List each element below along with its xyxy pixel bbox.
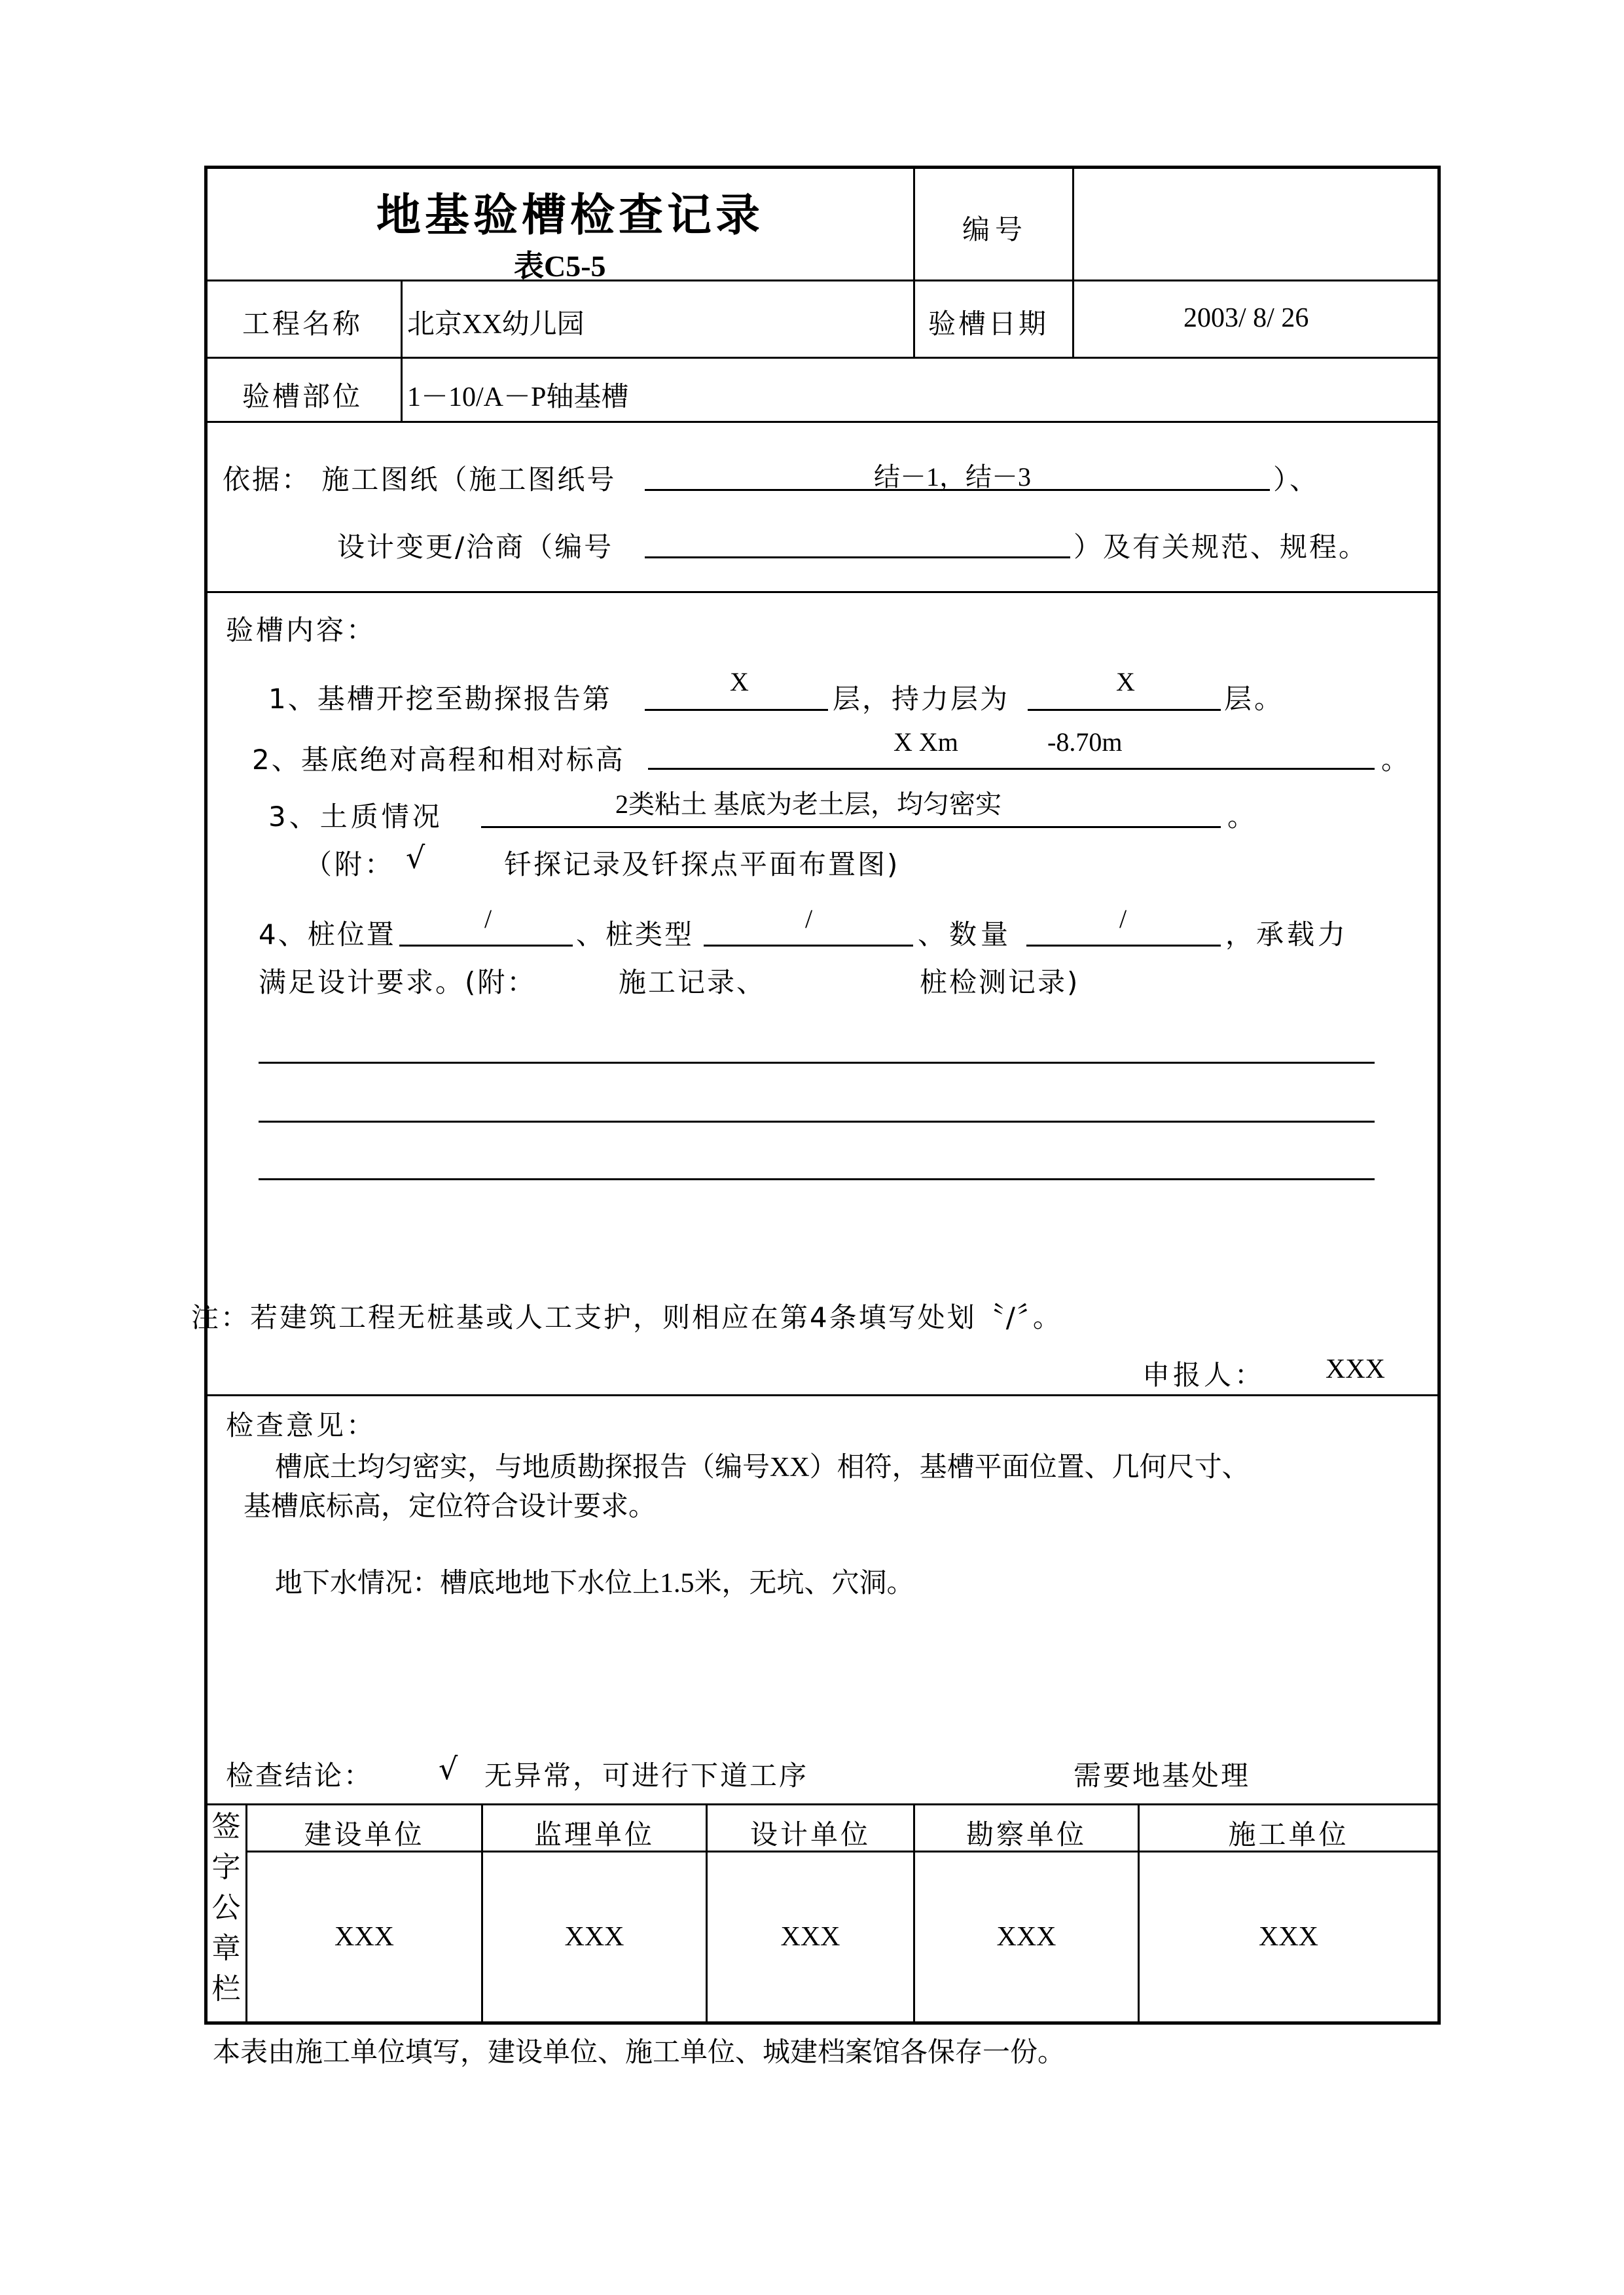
item1-bearing-underline: [1028, 709, 1221, 711]
form-code: 表C5-5: [514, 249, 606, 283]
attach-text: 钎探记录及钎探点平面布置图): [504, 848, 900, 880]
item4-suffix: ，承载力: [1225, 918, 1349, 950]
item2-abs-elevation[interactable]: X Xm: [893, 727, 958, 757]
item1-suffix: 层。: [1224, 683, 1285, 715]
item4-type-label: 、桩类型: [576, 918, 695, 950]
basis-line1-prefix: 依据： 施工图纸（施工图纸号: [223, 463, 617, 496]
item4-line2: 满足设计要求。(附：: [259, 966, 537, 998]
drawing-no-value[interactable]: 结－1，结－3: [874, 462, 1031, 492]
item1-layer-value[interactable]: X: [730, 667, 749, 696]
item4-qty-label: 、数量: [918, 918, 1013, 950]
frame-left: [204, 166, 208, 2025]
side-char-0: 签: [211, 1810, 241, 1843]
sig-unit-survey: 勘察单位: [965, 1818, 1087, 1851]
signature-side-label: [208, 1807, 244, 2010]
item4-pos-underline: [399, 945, 573, 947]
item4-pos-value[interactable]: /: [484, 904, 492, 933]
sig-value-survey[interactable]: XXX: [996, 1922, 1056, 1952]
basis-line1-suffix: ）、: [1273, 463, 1320, 496]
note-text: 注：若建筑工程无桩基或人工支护，则相应在第4条填写处划〝/〞。: [191, 1301, 1062, 1333]
row-line-2: [204, 357, 1441, 359]
item3-underline: [481, 826, 1221, 828]
conclusion-option-treatment[interactable]: 需要地基处理: [1074, 1760, 1251, 1792]
item1-mid: 层，持力层为: [833, 683, 1010, 715]
project-name-label: 工程名称: [242, 308, 363, 340]
item2-underline: [648, 768, 1375, 770]
item1-bearing-value[interactable]: X: [1116, 667, 1135, 696]
item3-soil-value[interactable]: 2类粘土 基底为老土层，均匀密实: [615, 789, 1001, 819]
reporter-label: 申报人：: [1142, 1359, 1266, 1391]
project-name-value[interactable]: 北京XX幼儿园: [407, 310, 585, 340]
row-line-5: [204, 1394, 1441, 1396]
sig-unit-design: 设计单位: [749, 1818, 871, 1851]
opinion-para1-line1: 槽底土均匀密实，与地质勘探报告（编号XX）相符，基槽平面位置、几何尺寸、: [275, 1453, 1250, 1483]
sig-value-construction[interactable]: XXX: [334, 1922, 394, 1952]
row-line-4: [204, 591, 1441, 593]
blank-line-3: [259, 1178, 1375, 1180]
item4-prefix: 4、桩位置: [259, 918, 396, 950]
inspection-location-label: 验槽部位: [242, 380, 363, 412]
inspection-location-value[interactable]: 1－10/A－P轴基槽: [407, 382, 629, 412]
item4-type-value[interactable]: /: [805, 904, 813, 933]
item4-attach-construction: 施工记录、: [619, 966, 767, 998]
number-label: 编号: [962, 213, 1028, 245]
inspection-date-label: 验槽日期: [928, 308, 1049, 340]
item4-attach-pile-test: 桩检测记录): [920, 966, 1080, 998]
item4-qty-underline: [1026, 945, 1221, 947]
opinion-para2: 地下水情况：槽底地地下水位上1.5米，无坑、穴洞。: [275, 1568, 914, 1599]
item2-suffix: 。: [1381, 744, 1412, 776]
footer-note: 本表由施工单位填写，建设单位、施工单位、城建档案馆各保存一份。: [213, 2038, 1066, 2068]
sig-unit-contractor: 施工单位: [1228, 1818, 1349, 1851]
sig-value-supervision[interactable]: XXX: [564, 1922, 624, 1952]
reporter-value[interactable]: XXX: [1326, 1354, 1385, 1384]
item1-prefix: 1、基槽开挖至勘探报告第: [268, 683, 612, 715]
side-char-2: 公: [211, 1891, 241, 1925]
row-line-3: [204, 421, 1441, 423]
item3-prefix: 3、土质情况: [268, 801, 443, 833]
sig-value-contractor[interactable]: XXX: [1259, 1922, 1318, 1952]
opinion-heading: 检查意见：: [226, 1409, 377, 1441]
col-line-header-1: [913, 166, 915, 357]
opinion-para1-line2: 基槽底标高，定位符合设计要求。: [244, 1492, 657, 1522]
frame-right: [1437, 166, 1441, 2025]
item4-type-underline: [704, 945, 913, 947]
item3-suffix: 。: [1227, 801, 1258, 833]
frame-top: [204, 166, 1441, 169]
row-line-1: [204, 280, 1441, 281]
conclusion-check-icon: √: [439, 1751, 458, 1786]
side-char-4: 栏: [211, 1972, 241, 2006]
sig-unit-construction: 建设单位: [304, 1818, 425, 1851]
attach-prefix: （附：: [304, 848, 395, 880]
content-heading: 验槽内容：: [226, 614, 377, 646]
col-line-label: [401, 280, 403, 421]
row-line-6: [204, 1803, 1441, 1805]
side-char-3: 章: [211, 1932, 241, 1965]
item2-rel-elevation[interactable]: -8.70m: [1047, 727, 1123, 757]
frame-bottom: [204, 2021, 1441, 2025]
change-no-underline: [645, 556, 1070, 558]
attach-check-icon: √: [406, 840, 425, 875]
item2-prefix: 2、基底绝对高程和相对标高: [252, 744, 625, 776]
col-line-header-2: [1072, 166, 1074, 357]
basis-line2-suffix: ）及有关规范、规程。: [1074, 531, 1369, 563]
inspection-date-value[interactable]: 2003/ 8/ 26: [1183, 303, 1309, 333]
conclusion-label: 检查结论：: [226, 1760, 374, 1792]
basis-line2-prefix: 设计变更/洽商（编号: [337, 531, 614, 563]
item1-layer-underline: [645, 709, 828, 711]
blank-line-1: [259, 1062, 1375, 1064]
item4-qty-value[interactable]: /: [1119, 904, 1127, 933]
form-title: 地基验槽检查记录: [376, 190, 765, 242]
conclusion-option-normal[interactable]: 无异常，可进行下道工序: [484, 1760, 809, 1792]
sig-value-design[interactable]: XXX: [780, 1922, 840, 1952]
sig-unit-supervision: 监理单位: [533, 1818, 655, 1851]
blank-line-2: [259, 1121, 1375, 1123]
side-char-1: 字: [211, 1851, 241, 1884]
